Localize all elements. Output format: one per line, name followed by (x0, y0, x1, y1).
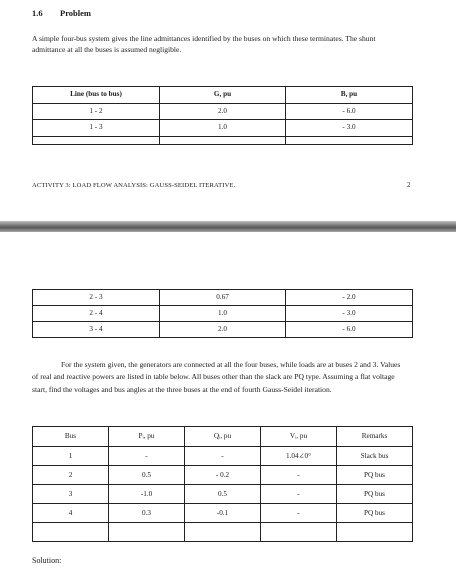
header-cell: B, pu (286, 87, 413, 104)
problem-number: 1.6 (32, 8, 43, 18)
table-cell: - (261, 485, 337, 504)
table-cell (286, 136, 413, 144)
line-admittance-table-continued (32, 289, 413, 338)
table-cell (160, 136, 286, 144)
line-admittance-table (32, 86, 413, 145)
problem-title: Problem (60, 8, 92, 18)
table-row (33, 306, 413, 322)
table-row (33, 290, 413, 306)
table-cell: 4 (33, 504, 109, 523)
table-cell: 1 (33, 447, 109, 466)
solution-label: Solution: (32, 556, 62, 565)
table-cell: 1.0 (160, 306, 286, 322)
table-cell: 0.5 (109, 466, 185, 485)
table-cell: 2.0 (160, 103, 286, 120)
table-cell: -0.1 (185, 504, 261, 523)
problem-paragraph (32, 359, 406, 396)
table-cell: 2 - 3 (33, 290, 160, 306)
table-cell: 1.0 (160, 120, 286, 137)
table-cell: 0.67 (160, 290, 286, 306)
intro-text: A simple four-bus system gives the line admittances identified by the buses on which these terminates. The shunt admittance at all the buses is assumed negligible. (32, 34, 376, 54)
table-row (33, 322, 413, 338)
table-cell: - 3.0 (286, 120, 413, 137)
table-cell: - 6.0 (286, 103, 413, 120)
table-cell: PQ bus (337, 466, 413, 485)
table-cell: - (185, 447, 261, 466)
table-cell (185, 523, 261, 542)
table-cell (261, 523, 337, 542)
table-row (33, 466, 413, 485)
header-cell: G, pu (160, 87, 286, 104)
table-row-empty (33, 523, 413, 542)
table-cell: - 6.0 (286, 322, 413, 338)
table-cell: Slack bus (337, 447, 413, 466)
table-cell: -1.0 (109, 485, 185, 504)
table-row (33, 103, 413, 120)
table-cell: 1 - 3 (33, 120, 160, 137)
table-cell: 3 - 4 (33, 322, 160, 338)
table-cell (33, 136, 160, 144)
header-cell: Remarks (337, 427, 413, 447)
table-row (33, 485, 413, 504)
table-cell: 2.0 (160, 322, 286, 338)
table-cell: - 2.0 (286, 290, 413, 306)
table-row-empty (33, 136, 413, 144)
table-cell: 2 (33, 466, 109, 485)
bus-power-table (32, 426, 413, 542)
page-footer-activity: ACTIVITY 3: LOAD FLOW ANALYSIS: GAUSS-SEIDEL ITERATIVE. (32, 182, 236, 189)
page-number: 2 (407, 182, 411, 189)
header-cell: Vᵢ, pu (261, 427, 337, 447)
table-row (33, 504, 413, 523)
table-cell (33, 523, 109, 542)
table-cell: - (261, 504, 337, 523)
table-cell: - 0.2 (185, 466, 261, 485)
header-cell: Line (bus to bus) (33, 87, 160, 104)
table-cell (337, 523, 413, 542)
table-cell: 0.5 (185, 485, 261, 504)
table-cell: 2 - 4 (33, 306, 160, 322)
table-cell: 3 (33, 485, 109, 504)
page-break-divider (0, 221, 456, 232)
header-cell: Bus (33, 427, 109, 447)
table-cell: 1.04∠0° (261, 447, 337, 466)
table-header-row (33, 87, 413, 104)
table-row (33, 447, 413, 466)
header-cell: Qᵢ, pu (185, 427, 261, 447)
table-cell: PQ bus (337, 504, 413, 523)
paragraph-text: For the system given, the generators are connected at all the four buses, while loads are at buses 2 and 3. Values of real and reactive powers are listed in table below. All buses other than the slack are PQ type. Assuming a flat voltage start, find the voltages and bus angles at the three buses at the end of fourth Gauss-Seidel iteration. (32, 360, 401, 394)
table-cell: 1 - 2 (33, 103, 160, 120)
table-cell: 0.3 (109, 504, 185, 523)
table-row (33, 120, 413, 137)
table-cell: - (261, 466, 337, 485)
table-header-row (33, 427, 413, 447)
header-cell: Pᵢ, pu (109, 427, 185, 447)
table-cell (109, 523, 185, 542)
table-cell: - (109, 447, 185, 466)
table-cell: PQ bus (337, 485, 413, 504)
table-cell: - 3.0 (286, 306, 413, 322)
